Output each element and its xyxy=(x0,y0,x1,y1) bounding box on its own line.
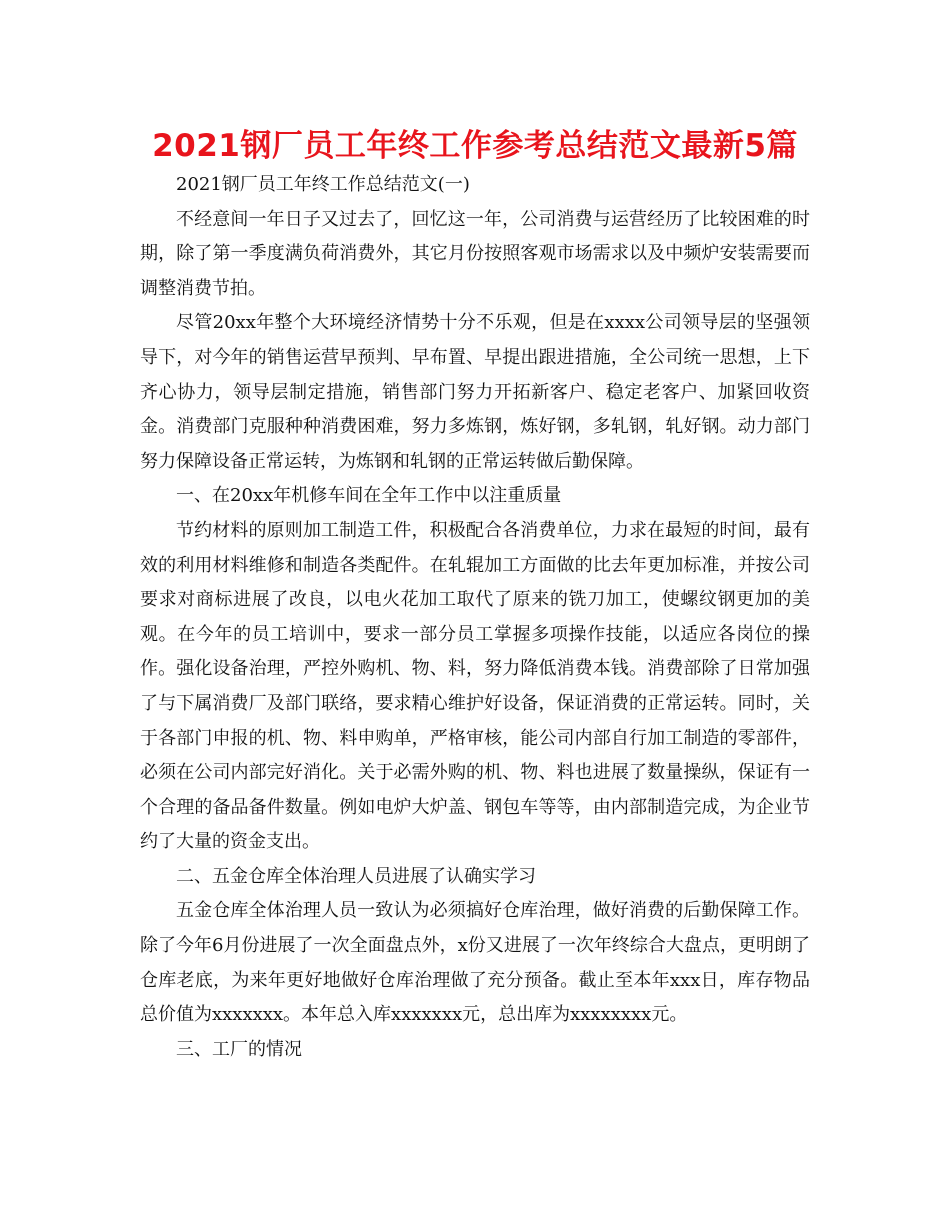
section-heading-1: 一、在20xx年机修车间在全年工作中以注重质量 xyxy=(176,485,562,507)
section-heading-2: 二、五金仓库全体治理人员进展了认确实学习 xyxy=(176,865,536,887)
section-heading-3: 三、工厂的情况 xyxy=(176,1038,302,1060)
paragraph-workshop: 节约材料的原则加工制造工件，积极配合各消费单位，力求在最短的时间，最有效的利用材料维修和制造各类配件。在轧辊加工方面做的比去年更加标准，并按公司要求对商标进展了改良，以电火花加工取代了原来的铣刀加工，使螺纹钢更加的美观。在今年的员工培训中，要求一部分员工掌握多项操作技能，以适应各岗位的操作。强化设备治理，严控外购机、物、料，努力降低消费本钱。消费部除了日常加强了与下属消费厂及部门联络，要求精心维护好设备，保证消费的正常运转。同时，关于各部门申报的机、物、料申购单，严格审核，能公司内部自行加工制造的零部件，必须在公司内部完好消化。关于必需外购的机、物、料也进展了数量操纵，保证有一个合理的备品备件数量。例如电炉大炉盖、钢包车等等，由内部制造完成，为企业节约了大量的资金支出。 xyxy=(140,519,810,853)
paragraph-warehouse: 五金仓库全体治理人员一致认为必须搞好仓库治理，做好消费的后勤保障工作。除了今年6月份进展了一次全面盘点外，x份又进展了一次年终综合大盘点，更明朗了仓库老底，为来年更好地做好仓库治理做了充分预备。截止至本年xxx日，库存物品总价值为xxxxxxx。本年总入库xxxxxxx元，总出库为xxxxxxxx元。 xyxy=(140,900,810,1026)
document-title: 2021钢厂员工年终工作参考总结范文最新5篇 xyxy=(152,128,798,164)
paragraph-overview: 尽管20xx年整个大环境经济情势十分不乐观，但是在xxxx公司领导层的坚强领导下，对今年的销售运营早预判、早布置、早提出跟进措施，全公司统一思想，上下齐心协力，领导层制定措施，销售部门努力开拓新客户、稳定老客户、加紧回收资金。消费部门克服种种消费困难，努力多炼钢，炼好钢，多轧钢，轧好钢。动力部门努力保障设备正常运转，为炼钢和轧钢的正常运转做后勤保障。 xyxy=(140,312,810,472)
paragraph-intro: 不经意间一年日子又过去了，回忆这一年，公司消费与运营经历了比较困难的时期，除了第一季度满负荷消费外，其它月份按照客观市场需求以及中频炉安装需要而调整消费节拍。 xyxy=(140,208,810,299)
section-subtitle: 2021钢厂员工年终工作总结范文(一) xyxy=(176,174,470,195)
